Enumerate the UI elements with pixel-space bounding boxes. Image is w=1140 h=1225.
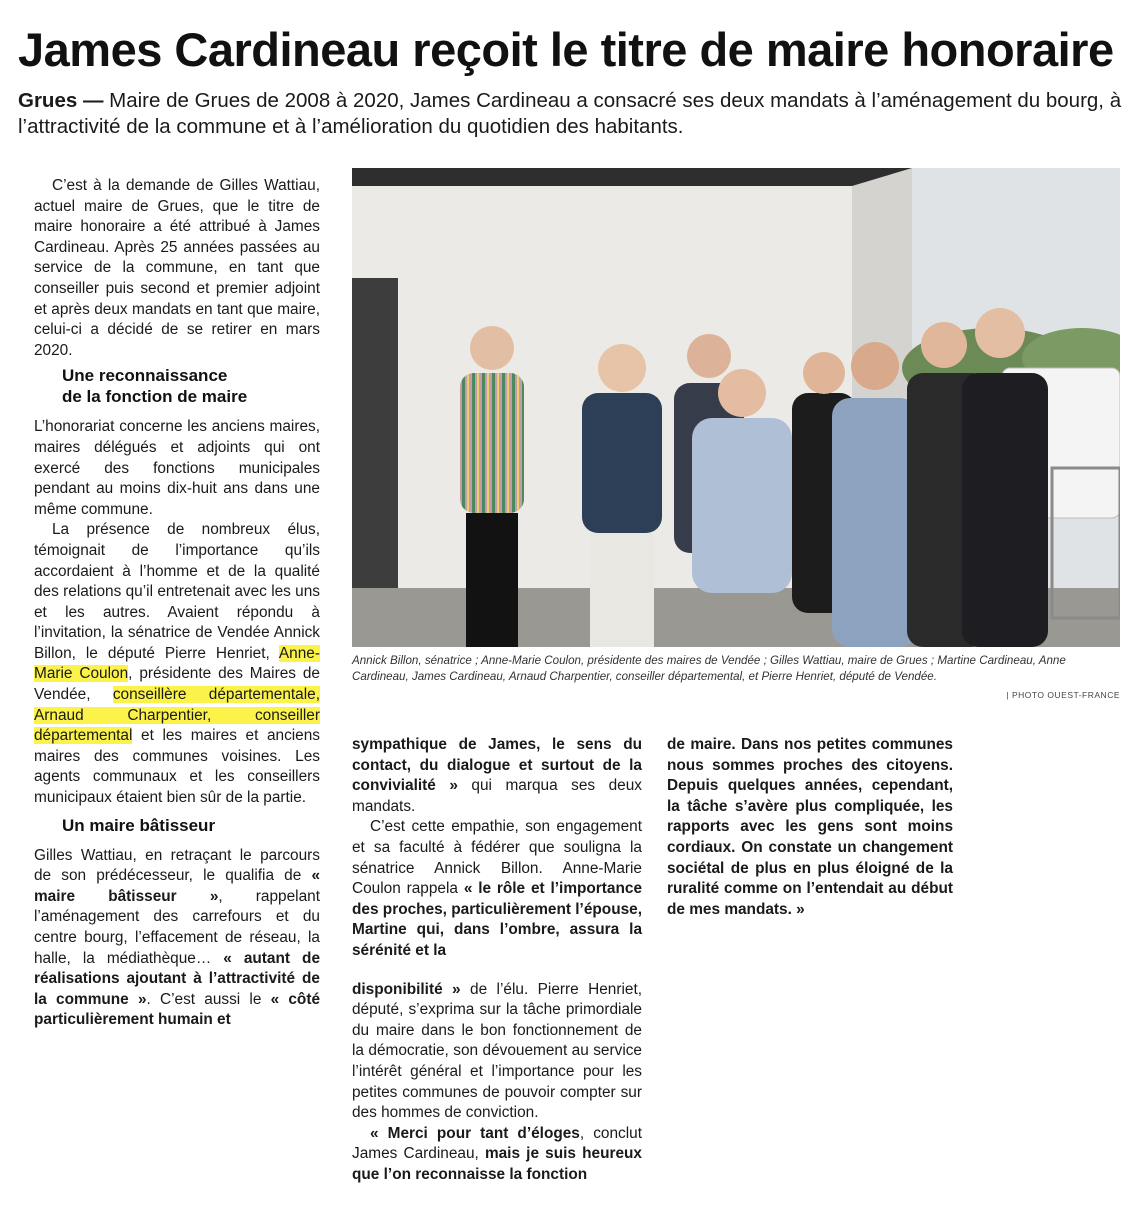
person — [692, 418, 792, 593]
person-head — [921, 322, 967, 368]
person — [460, 373, 524, 513]
person-head — [687, 334, 731, 378]
paragraph — [352, 980, 642, 1124]
bold-quote: sympathique de James, le sens du contact, du dialogue et surtout de la convivialité » — [352, 736, 642, 795]
text: La présence de nombreux élus, témoignait de l’importance qu’ils accordaient à l’homme et de la qualité des relations qu’il entretenait avec les uns et les autres. Avaient répondu à l’invitation, la sénatrice de Vendée Annick Billon, le député Pierre Henriet, — [34, 521, 320, 662]
text: C’est cette empathie, son engagement et sa faculté à fédérer que souligna la sénatrice Annick Billon. Anne-Marie Coulon rappela — [352, 818, 642, 898]
photo-credit: | PHOTO OUEST-FRANCE — [1006, 690, 1120, 700]
highlighted-text: Anne-Marie Coulon — [34, 644, 320, 683]
paragraph — [667, 735, 953, 920]
person — [832, 398, 918, 647]
paragraph — [34, 846, 320, 1031]
paragraph — [352, 735, 642, 817]
paragraph: C’est à la demande de Gilles Wattiau, actuel maire de Grues, que le titre de maire honoraire a été attribué à James Cardineau. Après 25 années passées au service de la commune, en tant que conseiller puis second et premier adjoint et après deux mandats en tant que maire, celui-ci a décidé de se retirer en mars 2020. — [34, 177, 320, 359]
subheading-line: Une reconnaissance — [62, 366, 228, 386]
dateline: Grues — — [18, 89, 104, 112]
bold-quote: disponibilité » — [352, 980, 461, 998]
text: et les maires et anciens maires des communes voisines. Les agents communaux et les conseillers municipaux étaient bien sûr de la partie. — [34, 727, 320, 807]
headline: James Cardineau reçoit le titre de maire honoraire — [18, 23, 1114, 76]
bold-quote: « maire bâtisseur » — [34, 867, 320, 905]
person-head — [598, 344, 646, 392]
text: , rappelant l’aménagement des carrefours et du centre bourg, l’effacement de réseau, la halle, la médiathèque… — [34, 887, 320, 967]
bold-quote: mais je suis heureux que l’on reconnaisse la fonction — [352, 1145, 642, 1183]
person-head — [975, 308, 1025, 358]
photo-caption: Annick Billon, sénatrice ; Anne-Marie Coulon, présidente des maires de Vendée ; Gilles Wattiau, maire de Grues ; Martine Cardineau, Anne Cardineau, James Cardineau, Arnaud Charpentier, conseiller départemental, et Pierre Henriet, député de Vendée. — [352, 654, 1066, 683]
bold-quote: « le rôle et l’importance des proches, particulièrement l’épouse, Martine qui, dans l’ombre, assura la sérénité et la — [352, 880, 643, 959]
text: de l’élu. Pierre Henriet, député, s’exprima sur la tâche primordiale du maire dans le bon fonctionnement de la démocratie, son dévouement au service l’intérêt général et l’importance pour les petites communes de pouvoir compter sur des hommes de conviction. — [352, 980, 642, 1122]
lead-paragraph — [18, 88, 1128, 140]
text: , conclut James Cardineau, — [352, 1124, 642, 1163]
lead-text: Maire de Grues de 2008 à 2020, James Cardineau a consacré ses deux mandats à l’aménagement du bourg, à l’attractivité de la commune et à l’amélioration du quotidien des habitants. — [18, 89, 1122, 138]
person-head — [470, 326, 514, 370]
paragraph: L’honorariat concerne les anciens maires, maires délégués et adjoints qui ont exercé des fonctions municipales pendant au moins dix-huit ans dans une même commune. — [34, 418, 320, 518]
person — [590, 533, 654, 647]
roof-edge — [352, 168, 912, 186]
text: , présidente des Maires de Vendée, — [34, 665, 320, 704]
subheading-line: de la fonction de maire — [62, 387, 248, 407]
person — [466, 513, 518, 647]
person-head — [718, 369, 766, 417]
person — [962, 373, 1048, 647]
subheading-reconnaissance — [34, 365, 320, 407]
bold-quote: « Merci pour tant d’éloges — [370, 1124, 580, 1142]
highlighted-text: conseillère départementale, Arnaud Charpentier, conseiller départemental — [34, 686, 320, 745]
paragraph — [352, 817, 642, 961]
group-photo — [352, 168, 1120, 647]
text: Gilles Wattiau, en retraçant le parcours de son prédécesseur, le qualifia de — [34, 846, 320, 885]
person — [582, 393, 662, 533]
bold-quote: de maire. Dans nos petites communes nous sommes proches des citoyens. Depuis quelques années, cependant, la tâche s’avère plus compliquée, les rapports avec les gens sont moins cordiaux. On constate un changement sociétal de plus en plus éloigné de la ruralité comme on l’entendait au début de mes mandats. » — [667, 736, 953, 918]
bold-quote: « autant de réalisations ajoutant à l’attractivité de la commune » — [34, 949, 321, 1008]
text: qui marqua ses deux mandats. — [352, 777, 642, 815]
paragraph — [352, 1124, 642, 1186]
person-head — [851, 342, 899, 390]
text: . C’est aussi le — [146, 990, 271, 1008]
subheading-batisseur: Un maire bâtisseur — [62, 815, 216, 835]
article-column-2 — [352, 735, 642, 1185]
photo-illustration — [352, 168, 1120, 647]
bold-quote: « côté particulièrement humain et — [34, 990, 321, 1029]
person-head — [803, 352, 845, 394]
article-column-1 — [34, 176, 320, 1031]
article-column-3 — [667, 735, 953, 920]
paragraph — [34, 520, 320, 808]
